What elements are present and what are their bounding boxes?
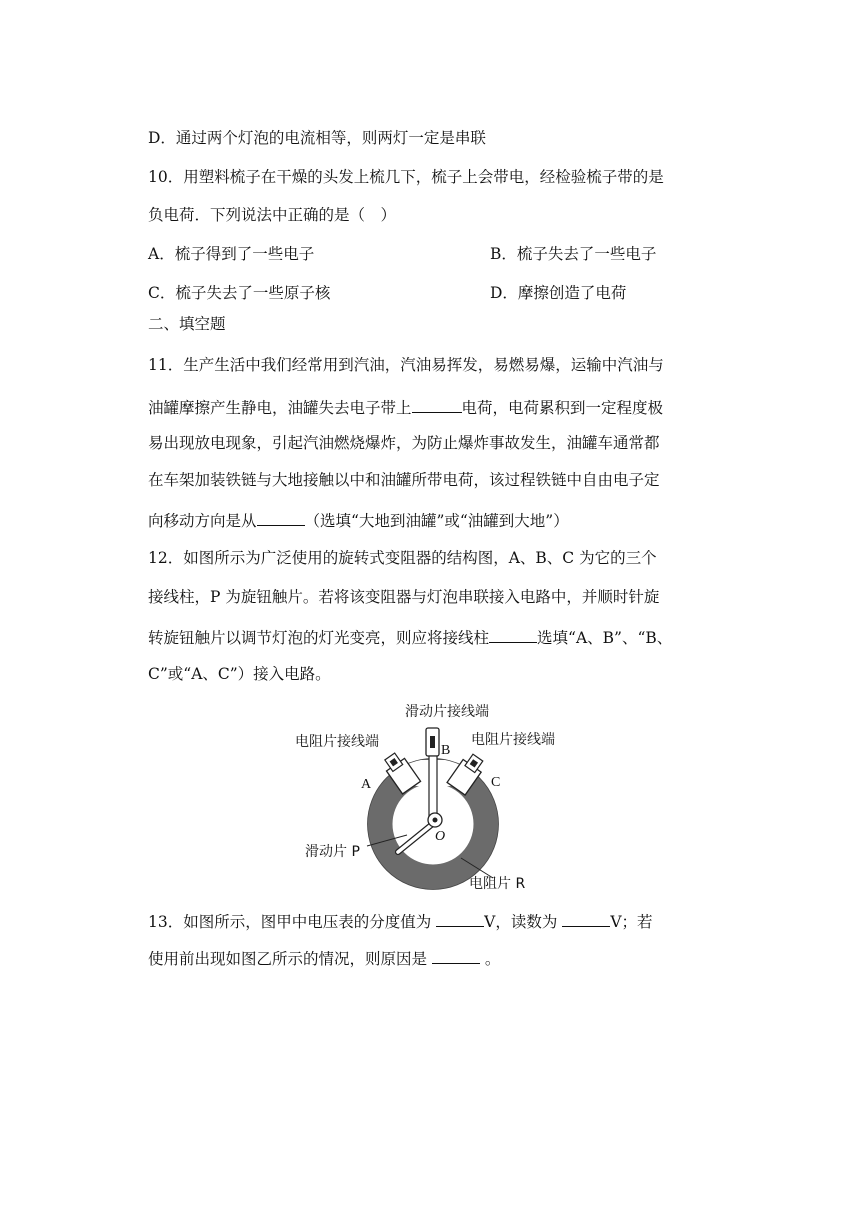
- answer-blank: [432, 947, 480, 964]
- label-b: B: [441, 743, 451, 758]
- q11-line2-b: 电荷，电荷累积到一定程度极: [461, 399, 664, 417]
- q10-option-d: D．摩擦创造了电荷: [490, 284, 627, 302]
- q11-line5-a: 向移动方向是从: [148, 512, 257, 530]
- label-c: C: [491, 775, 501, 790]
- q13-line2-a: 使用前出现如图乙所示的情况，则原因是: [148, 950, 428, 968]
- answer-blank: [562, 910, 610, 927]
- label-o: O: [435, 829, 446, 844]
- slider-arm-vertical: [429, 756, 437, 818]
- q13-line2-b: 。: [484, 950, 501, 968]
- q10-stem-line2: 负电荷．下列说法中正确的是（ ）: [148, 206, 397, 224]
- label-a: A: [361, 777, 372, 792]
- q11-line2-a: 油罐摩擦产生静电，油罐失去电子带上: [148, 399, 412, 417]
- q13-line1-a: 13．如图所示，图甲中电压表的分度值为: [148, 913, 432, 931]
- label-resistor: 电阻片 R: [469, 876, 526, 892]
- q10-option-a: A．梳子得到了一些电子: [148, 245, 315, 263]
- q11-line4: 在车架加装铁链与大地接触以中和油罐所带电荷，该过程铁链中自由电子定: [148, 471, 660, 489]
- answer-blank: [257, 509, 305, 526]
- q13-line1: [148, 910, 653, 932]
- label-resistor-terminal-left: 电阻片接线端: [295, 734, 379, 750]
- label-slider: 滑动片 P: [305, 844, 360, 860]
- q10-stem-line1: 10．用塑料梳子在干燥的头发上梳几下，梳子上会带电，经检验梳子带的是: [148, 168, 664, 186]
- label-slider-terminal: 滑动片接线端: [405, 704, 489, 720]
- answer-blank: [436, 910, 484, 927]
- q13-line1-b: V，读数为: [484, 913, 558, 931]
- q10-option-b: B．梳子失去了一些电子: [490, 245, 657, 263]
- q11-line3: 易出现放电现象，引起汽油燃烧爆炸，为防止爆炸事故发生，油罐车通常都: [148, 434, 660, 452]
- q11-line5-b: （选填“大地到油罐”或“油罐到大地”）: [304, 512, 569, 530]
- answer-blank: [489, 626, 537, 643]
- rotary-rheostat-diagram: [285, 700, 585, 896]
- q11-line2: [148, 396, 663, 418]
- answer-blank: [412, 396, 462, 413]
- q11-line1: 11．生产生活中我们经常用到汽油，汽油易挥发，易燃易爆，运输中汽油与: [148, 356, 664, 374]
- q12-line1: 12．如图所示为广泛使用的旋转式变阻器的结构图，A、B、C 为它的三个: [148, 549, 657, 567]
- q12-line4: C”或“A、C”）接入电路。: [148, 665, 331, 683]
- q12-line2: 接线柱，P 为旋钮触片。若将该变阻器与灯泡串联接入电路中，并顺时针旋: [148, 588, 660, 606]
- q9-option-d: D．通过两个灯泡的电流相等，则两灯一定是串联: [148, 129, 486, 147]
- q13-line2: [148, 947, 500, 969]
- q10-option-c: C．梳子失去了一些原子核: [148, 284, 331, 302]
- q12-line3-a: 转旋钮触片以调节灯泡的灯光变亮，则应将接线柱: [148, 629, 490, 647]
- q12-line3: [148, 626, 672, 648]
- section-title: 二、填空题: [148, 315, 226, 333]
- q12-line3-b: 选填“A、B”、“B、: [537, 629, 673, 647]
- q11-line5: [148, 509, 569, 531]
- q13-line1-c: V；若: [610, 913, 653, 931]
- label-resistor-terminal-right: 电阻片接线端: [471, 732, 555, 748]
